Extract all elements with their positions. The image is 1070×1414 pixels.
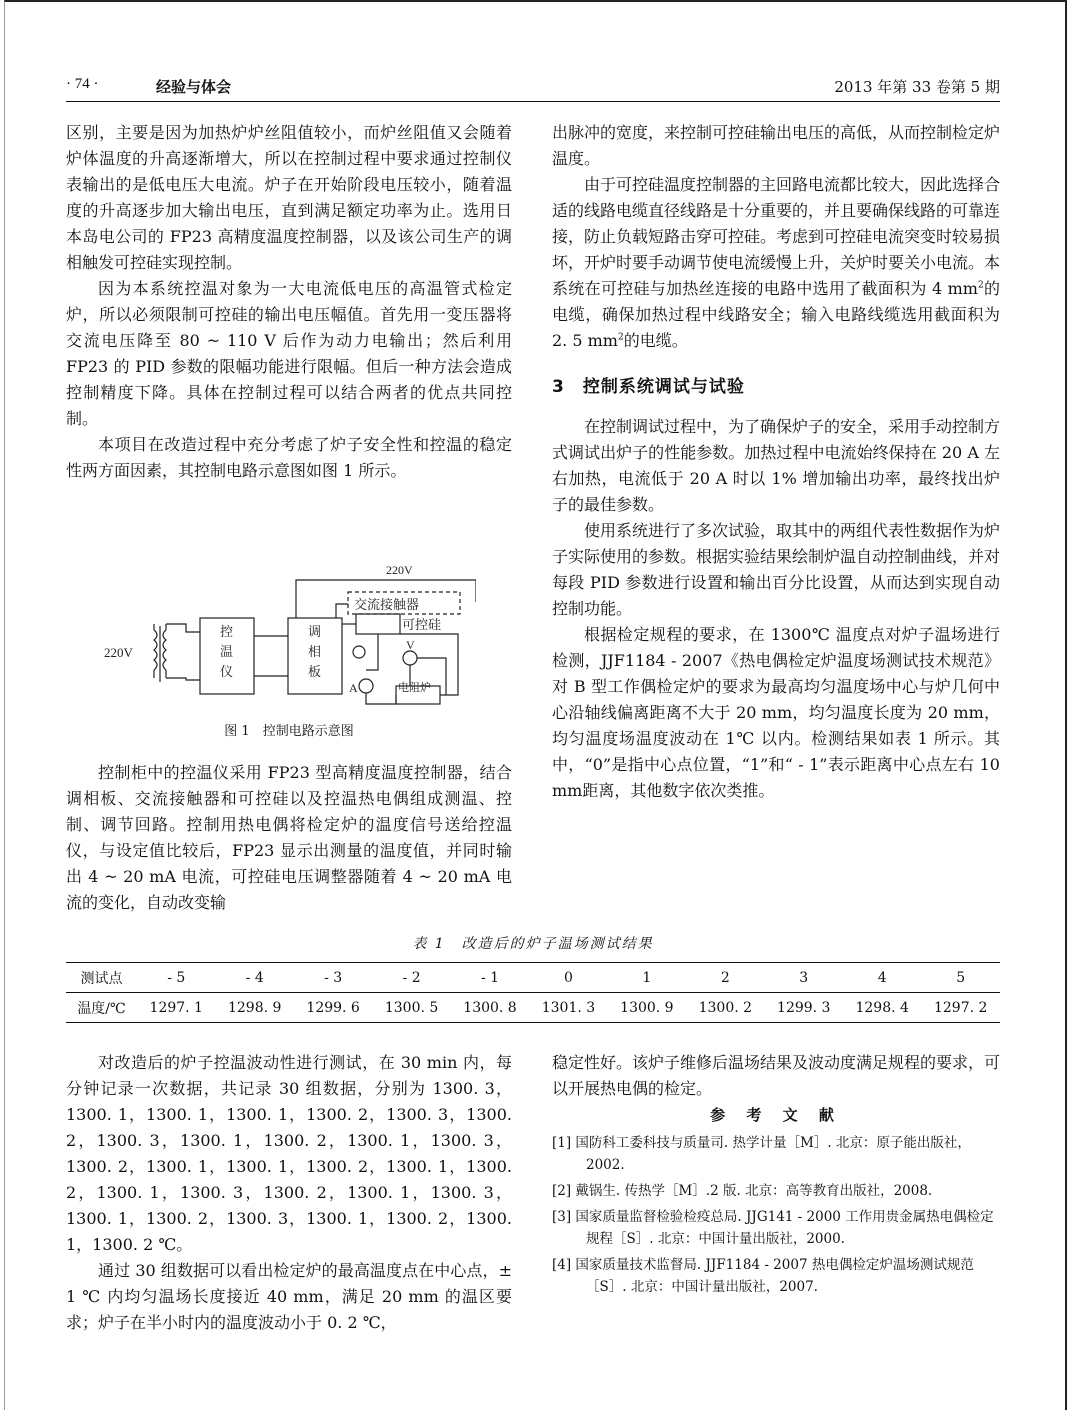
- label-controller-1: 控: [220, 624, 234, 639]
- left-column-top: [66, 120, 512, 484]
- table-caption: 表 1 改造后的炉子温场测试结果: [412, 936, 654, 952]
- right-column-bottom: [552, 1050, 1000, 1302]
- table-row: [66, 963, 1000, 993]
- transformer-coil-primary-icon: [154, 630, 157, 670]
- label-controller-2: 温: [220, 644, 234, 659]
- label-phase-3: 板: [308, 664, 322, 679]
- table-cell: 1299. 6: [294, 993, 372, 1023]
- label-220v-top: 220V: [386, 563, 413, 577]
- circuit-diagram: [96, 552, 476, 722]
- paragraph: 在控制调试过程中，为了确保炉子的安全，采用手动控制方式调试出炉子的性能参数。加热过程中电流始终保持在 20 A 左右加热，电流低于 20 A 时以 1% 增加输出功率，最终找出炉子的最佳参数。: [552, 417, 1001, 514]
- table-cell: - 2: [372, 963, 450, 993]
- references-heading: 参 考 文 献: [710, 1106, 842, 1124]
- paragraph: 使用系统进行了多次试验，取其中的两组代表性数据作为炉子实际使用的参数。根据实验结果绘制炉温自动控制曲线，并对每段 PID 参数进行设置和输出百分比设置，从而达到实现自动控制功能。: [552, 521, 1001, 618]
- table-cell: 1300. 2: [686, 993, 764, 1023]
- table-cell: - 1: [451, 963, 529, 993]
- table-cell: 1300. 8: [451, 993, 529, 1023]
- right-column-top: [552, 120, 1000, 804]
- label-contactor: 交流接触器: [354, 597, 420, 612]
- table-cell: - 3: [294, 963, 372, 993]
- voltmeter-circle-small-icon: [353, 646, 365, 658]
- reference-item: [4] 国家质量技术监督局. JJF1184 - 2007 热电偶检定炉温场测试规范［S］. 北京：中国计量出版社，2007.: [552, 1257, 974, 1295]
- label-scr: 可控硅: [402, 617, 442, 632]
- table-cell: 0: [529, 963, 607, 993]
- paragraph: [552, 172, 1000, 354]
- table-cell: - 4: [215, 963, 293, 993]
- header-rule: [66, 101, 1000, 102]
- left-column-bottom: [66, 1050, 512, 1336]
- table-row: [66, 993, 1000, 1023]
- issue-info: 2013 年第 33 卷第 5 期: [834, 78, 1000, 96]
- scr-box: [356, 614, 400, 634]
- paragraph: 区别，主要是因为加热炉炉丝阻值较小，而炉丝阻值又会随着炉体温度的升高逐渐增大，所以在控制过程中要求通过控制仪表输出的是低电压大电流。炉子在开始阶段电压较小，随着温度的升高逐步加大输出电压，直到满足额定功率为止。选用日本岛电公司的 FP23 高精度温度控制器，以及该公司生产的调相触发可控硅实现控制。: [66, 123, 512, 272]
- table-cell: 5: [921, 963, 1000, 993]
- voltmeter-icon: [403, 651, 417, 665]
- paragraph: 出脉冲的宽度，来控制可控硅输出电压的高低，从而控制检定炉温度。: [552, 123, 1001, 168]
- label-220v-left: 220V: [104, 645, 133, 660]
- section-heading: 3 控制系统调试与试验: [552, 377, 745, 397]
- row-label: 测试点: [66, 963, 137, 993]
- running-header: [66, 76, 1000, 100]
- label-voltmeter: V: [406, 638, 415, 652]
- superscript: 2: [617, 332, 624, 343]
- table-cell: 2: [686, 963, 764, 993]
- table-cell: 1300. 9: [608, 993, 686, 1023]
- text-run: 由于可控硅温度控制器的主回路电流都比较大，因此选择合适的线路电缆直径线路是十分重要的，并且要确保线路的可靠连接，防止负载短路击穿可控硅。考虑到可控硅电流突变时较易损坏，开炉时要手动调节使电流缓慢上升，关炉时要关小电流。本系统在可控硅与加热丝连接的电路中选用了截面积为 4 mm: [552, 175, 1001, 298]
- reference-item: [2] 戴锅生. 传热学［M］.2 版. 北京：高等教育出版社，2008.: [552, 1183, 933, 1199]
- label-controller-3: 仪: [220, 664, 234, 679]
- table-cell: 1299. 3: [765, 993, 843, 1023]
- label-furnace: 电阻炉: [398, 682, 431, 694]
- table-cell: 1300. 5: [372, 993, 450, 1023]
- row-label: 温度/℃: [66, 993, 137, 1023]
- table-cell: 1301. 3: [529, 993, 607, 1023]
- table-cell: 1298. 4: [843, 993, 921, 1023]
- text-run: 的电缆，确保加热过程中线路安全；输入电路线缆选用截面积为 2. 5 mm: [552, 279, 1000, 350]
- ammeter-icon: [359, 679, 373, 693]
- results-table: [66, 962, 1000, 1023]
- table-cell: 1297. 1: [137, 993, 215, 1023]
- left-column-middle: [66, 760, 512, 916]
- paragraph: 通过 30 组数据可以看出检定炉的最高温度点在中心点，± 1 ℃ 内均匀温场长度接近 40 mm，满足 20 mm 的温区要求；炉子在半小时内的温度波动小于 0. 2 ℃，: [66, 1261, 512, 1332]
- journal-section: 经验与体会: [156, 78, 232, 96]
- figure-caption: 图 1 控制电路示意图: [224, 724, 354, 739]
- paragraph: 对改造后的炉子控温波动性进行测试，在 30 min 内，每分钟记录一次数据，共记录 30 组数据，分别为 1300. 3，1300. 1，1300. 1，1300. 1，1300. 2，1300. 3，1300. 2，1300. 3，1300. 1，1300. 2，1300. 1，1300. 3，1300. 2，1300. 1，1300. 1，1300. 2，1300. 1，1300. 2，1300. 1，1300. 3，1300. 2，1300. 1，1300. 3，1300. 1，1300. 2，1300. 3，1300. 1，1300. 2，1300. 1，1300. 2 ℃。: [66, 1053, 512, 1254]
- table-cell: - 5: [137, 963, 215, 993]
- table-cell: 3: [765, 963, 843, 993]
- table-cell: 1298. 9: [215, 993, 293, 1023]
- paragraph: 控制柜中的控温仪采用 FP23 型高精度温度控制器，结合调相板、交流接触器和可控硅以及控温热电偶组成测温、控制、调节回路。控制用热电偶将检定炉的温度信号送给控温仪，与设定值比较后，FP23 显示出测量的温度值，并同时输出 4 ~ 20 mA 电流，可控硅电压调整器随着 4 ~ 20 mA 电流的变化，自动改变输: [66, 763, 512, 912]
- label-phase-1: 调: [308, 624, 322, 639]
- reference-item: [3] 国家质量监督检验检疫总局. JJG141 - 2000 工作用贵金属热电偶检定规程［S］. 北京：中国计量出版社，2000.: [552, 1209, 994, 1247]
- table-cell: 1297. 2: [921, 993, 1000, 1023]
- table-cell: 1: [608, 963, 686, 993]
- reference-item: [1] 国防科工委科技与质量司. 热学计量［M］. 北京：原子能出版社，2002.: [552, 1135, 971, 1173]
- superscript: 2: [977, 280, 984, 291]
- table-cell: 4: [843, 963, 921, 993]
- label-ammeter: A: [349, 681, 358, 695]
- paragraph: 本项目在改造过程中充分考虑了炉子安全性和控温的稳定性两方面因素，其控制电路示意图如图 1 所示。: [66, 435, 512, 480]
- text-run: 的电缆。: [623, 331, 688, 350]
- paragraph: 因为本系统控温对象为一大电流低电压的高温管式检定炉，所以必须限制可控硅的输出电压幅值。首先用一变压器将交流电压降至 80 ~ 110 V 后作为动力电输出；然后利用 FP23 的 PID 参数的限幅功能进行限幅。但后一种方法会造成控制精度下降。具体在控制过程可以结合两者的优点共同控制。: [66, 279, 512, 428]
- paragraph: 稳定性好。该炉子维修后温场结果及波动度满足规程的要求，可以开展热电偶的检定。: [552, 1053, 1001, 1098]
- label-phase-2: 相: [308, 644, 322, 659]
- transformer-coil-secondary-icon: [163, 630, 166, 670]
- page-number: · 74 ·: [66, 76, 99, 92]
- paragraph: 根据检定规程的要求，在 1300℃ 温度点对炉子温场进行检测，JJF1184 - 2007《热电偶检定炉温度场测试技术规范》对 B 型工作偶检定炉的要求为最高均匀温度场中心与炉几何中心沿轴线偏离距离不大于 20 mm，均匀温度长度为 20 mm，均匀温度场温度波动在 1℃ 以内。检测结果如表 1 所示。其中，“0”是指中心点位置，“1”和“ - 1”表示距离中心点左右 10 mm距离，其他数字依次类推。: [552, 625, 1000, 800]
